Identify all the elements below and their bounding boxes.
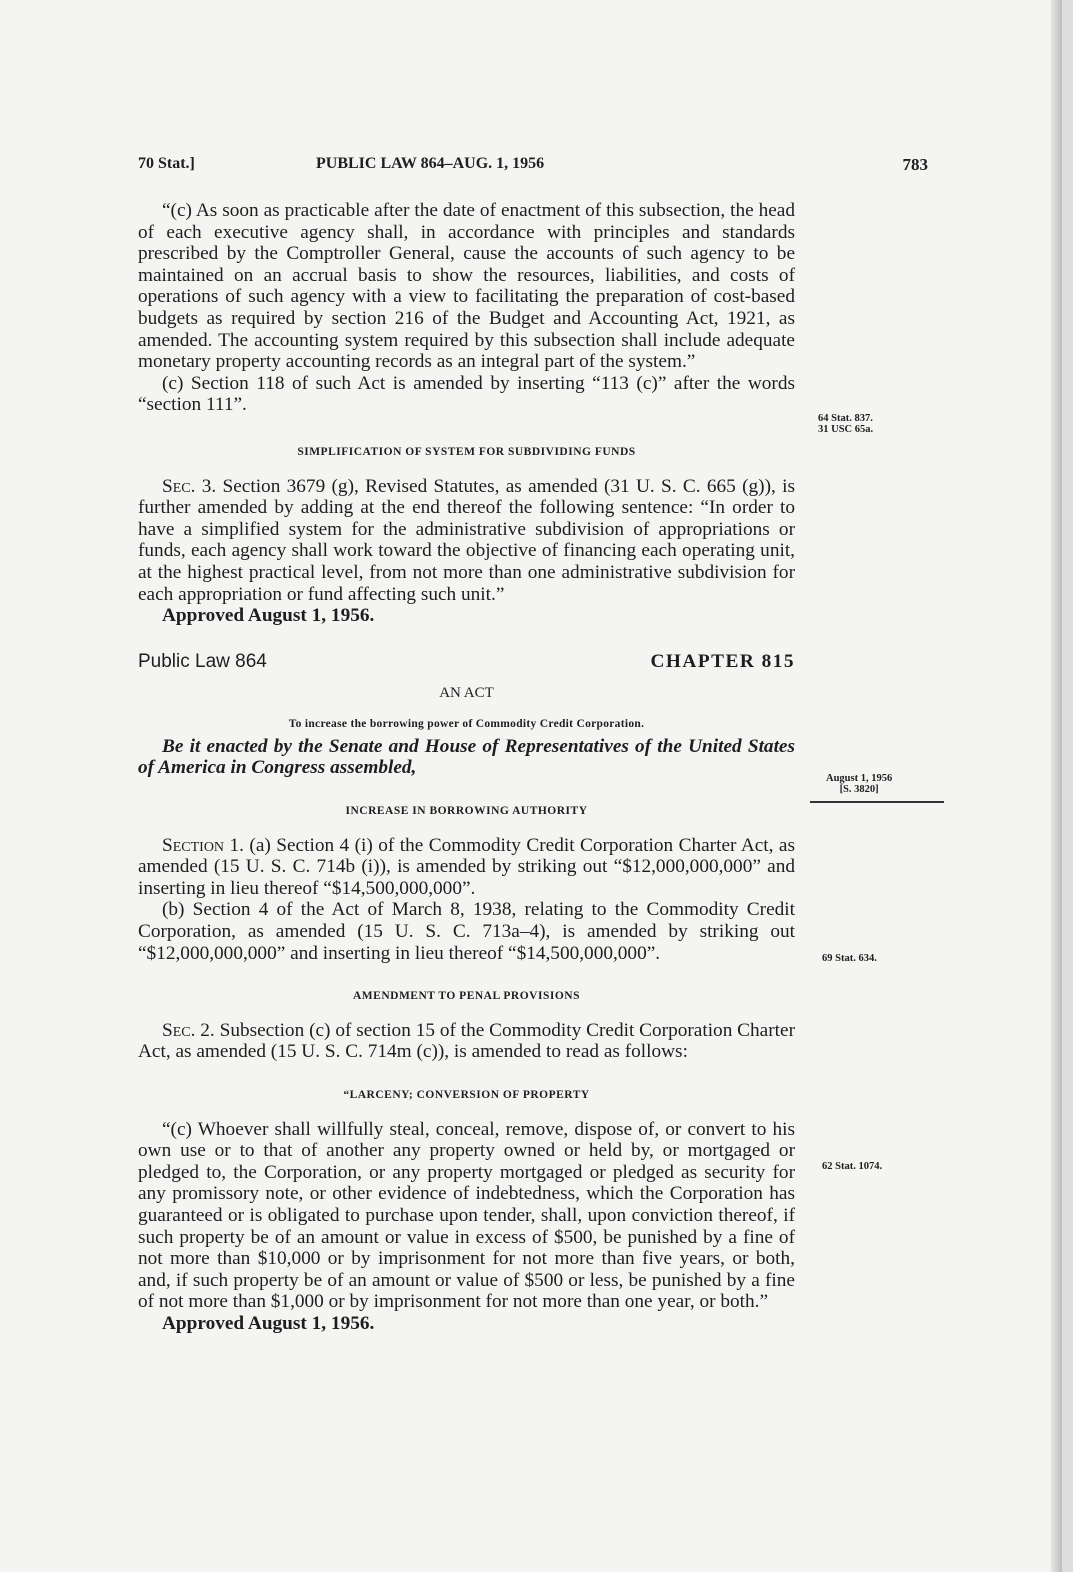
running-header xyxy=(138,155,928,179)
header-title: PUBLIC LAW 864–AUG. 1, 1956 xyxy=(316,155,545,172)
section-label: Sec. 2. xyxy=(162,1019,215,1041)
paragraph-sec-2 xyxy=(138,1020,795,1063)
paragraph-larceny: “(c) Whoever shall willfully steal, conceal, remove, dispose of, or convert to his own use or to that of another any property owned or held by, or mortgaged or pledged to, the Corporation, or any property mortgaged or pledged as security for any promissory note, or other evidence of indebtedness, which the Corporation has guaranteed or is obligated to purchase upon tender, shall, upon conviction thereof, if such property be of an amount or value in excess of $500, be punished by a fine of not more than $10,000 or by imprisonment for not more than five years, or both, and, if such property be of an amount or value of $500 or less, be punished by a fine of not more than $1,000 or by imprisonment for not more than one year, or both.” xyxy=(138,1118,795,1313)
paragraph-text: (a) Section 4 (i) of the Commodity Credit Corporation Charter Act, as amended (15 U. S. C. 714b (i)), is amended by striking out “$12,000,000,000” and inserting in lieu thereof “$14,500,000,000”. xyxy=(138,834,795,899)
section-label: Section 1. xyxy=(162,834,244,856)
paragraph-accrual-accounting: “(c) As soon as practicable after the date of enactment of this subsection, the head of each executive agency shall, in accordance with principles and standards prescribed by the Comptroller General, cause the accounts of such agency to be maintained on an accrual basis to show the resources, liabilities, and costs of operations of such agency with a view to facilitating the preparation of cost-based budgets as required by section 216 of the Budget and Accounting Act, 1921, as amended. The accounting system required by this subsection shall include adequate monetary property accounting records as an integral part of the system.” xyxy=(138,200,795,373)
margin-citation-62-stat: 62 Stat. 1074. xyxy=(822,1161,883,1172)
page-number: 783 xyxy=(902,155,928,174)
chapter-number: CHAPTER 815 xyxy=(650,650,795,672)
public-law-number: Public Law 864 xyxy=(138,650,267,672)
paragraph-section-1a xyxy=(138,835,795,900)
enacting-clause: Be it enacted by the Senate and House of Representatives of the United States of America in Congress assembled, xyxy=(138,735,795,779)
paragraph-section-1b: (b) Section 4 of the Act of March 8, 1938, relating to the Commodity Credit Corporation, as amended (15 U. S. C. 713a–4), is amended by striking out “$12,000,000,000” and inserting in lieu thereof “$14,500,000,000”. xyxy=(138,899,795,964)
paragraph-section-118: (c) Section 118 of such Act is amended by inserting “113 (c)” after the words “section 111”. xyxy=(138,372,795,416)
margin-citation-69-stat: 69 Stat. 634. xyxy=(822,953,877,964)
paragraph-text: Subsection (c) of section 15 of the Commodity Credit Corporation Charter Act, as amended (15 U. S. C. 714m (c)), is amended to read as follows: xyxy=(138,1019,795,1063)
approval-date: Approved August 1, 1956. xyxy=(162,1312,375,1334)
margin-rule xyxy=(810,801,944,803)
page-edge-shadow xyxy=(1051,0,1062,1572)
margin-date-bill: August 1, 1956 [S. 3820] xyxy=(826,773,893,795)
act-label: AN ACT xyxy=(439,684,494,701)
section-heading-larceny: “LARCENY; CONVERSION OF PROPERTY xyxy=(343,1089,590,1101)
section-heading-borrowing: INCREASE IN BORROWING AUTHORITY xyxy=(345,805,588,818)
volume-reference: 70 Stat.] xyxy=(138,155,195,172)
paragraph-text: Section 3679 (g), Revised Statutes, as amended (31 U. S. C. 665 (g)), is further amended by adding at the end thereof the following sentence: “In order to have a simplified system for the administrative subdivision of appropriations or funds, each agency shall work toward the objective of financing each operating unit, at the highest practical level, from not more than one administrative subdivision for each appropriation or fund affecting such unit.” xyxy=(138,475,795,605)
section-heading-penal: AMENDMENT TO PENAL PROVISIONS xyxy=(353,990,580,1003)
act-purpose: To increase the borrowing power of Commodity Credit Corporation. xyxy=(288,718,645,731)
law-title-line xyxy=(138,651,795,677)
paragraph-sec-3 xyxy=(138,476,795,606)
document-body xyxy=(138,200,795,1335)
section-heading-simplification: SIMPLIFICATION OF SYSTEM FOR SUBDIVIDING FUNDS xyxy=(297,445,636,458)
section-label: Sec. 3. xyxy=(162,475,217,497)
margin-citation-64-stat: 64 Stat. 837. 31 USC 65a. xyxy=(818,413,874,435)
approval-date: Approved August 1, 1956. xyxy=(162,605,375,627)
